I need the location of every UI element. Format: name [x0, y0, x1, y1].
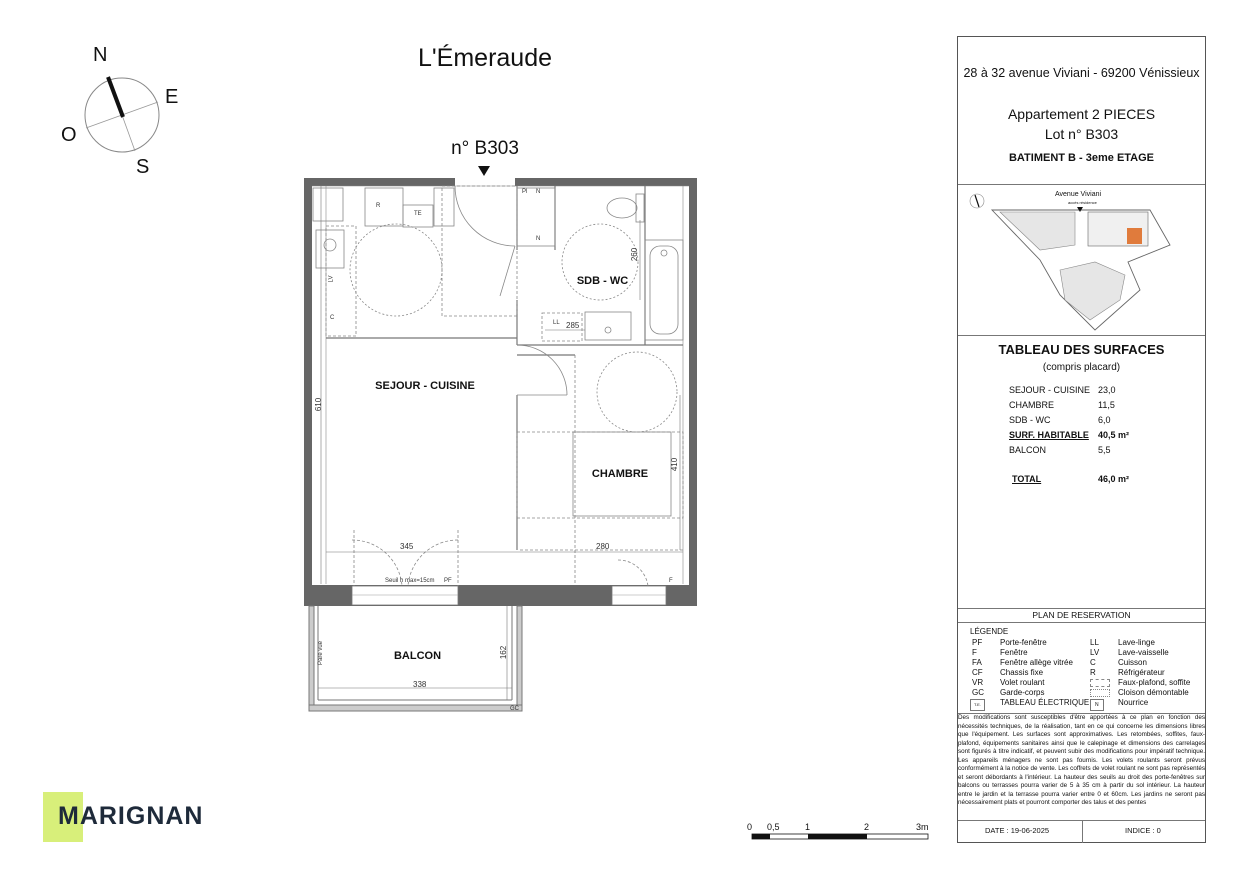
- legend-text: Faux-plafond, soffite: [1118, 678, 1191, 687]
- legend-code: VR: [972, 678, 984, 687]
- compass-west: O: [61, 124, 77, 146]
- apartment-line2: Lot n° B303: [1044, 126, 1119, 142]
- apartment-walls: [304, 178, 697, 606]
- dimension-260: 260: [630, 247, 640, 262]
- dimension-345: 345: [400, 542, 414, 551]
- mark-te: TE: [414, 211, 422, 217]
- dimension-285: 285: [566, 321, 580, 330]
- legend-code: LL: [1090, 638, 1099, 647]
- project-title: L'Émeraude: [417, 44, 553, 72]
- total-value: 46,0 m²: [1098, 474, 1130, 484]
- surface-habitable-value: 40,5 m²: [1098, 430, 1130, 440]
- compass-icon: [85, 77, 159, 152]
- brand-logo-text: MARIGNAN: [58, 802, 204, 830]
- surfaces-table-subtitle: (compris placard): [1042, 362, 1121, 373]
- entrance-arrow-icon: [478, 166, 490, 176]
- apartment-line1: Appartement 2 PIECES: [1007, 106, 1156, 122]
- legend-code: CF: [972, 668, 983, 677]
- dimension-338: 338: [413, 680, 427, 689]
- mark-n1: N: [536, 189, 541, 195]
- address: 28 à 32 avenue Viviani - 69200 Vénissieux: [963, 66, 1200, 80]
- legend-code: C: [1090, 658, 1096, 667]
- interior-partitions: [326, 186, 683, 550]
- legend-text: Nourrice: [1118, 698, 1149, 707]
- mark-ll: LL: [553, 320, 560, 326]
- legend-text: Volet roulant: [1000, 678, 1045, 687]
- mark-lv: LV: [328, 275, 335, 283]
- surface-value: 11,5: [1098, 400, 1115, 410]
- legend-code: PF: [972, 638, 983, 647]
- mark-r: R: [376, 203, 381, 209]
- compass-east: E: [165, 86, 179, 108]
- map-street-label: Avenue Viviani: [1055, 191, 1102, 198]
- compass-north: N: [93, 44, 108, 66]
- surfaces-table-title: TABLEAU DES SURFACES: [998, 342, 1165, 357]
- apartment-type: [957, 104, 1206, 144]
- legend-code: GC: [972, 688, 984, 697]
- scale-label: 0,5: [767, 822, 780, 832]
- room-balcon: BALCON: [393, 650, 442, 662]
- surface-label: SEJOUR - CUISINE: [1009, 385, 1091, 395]
- legend-title: LÉGENDE: [970, 627, 1009, 636]
- mark-seuil: Seuil h max=15cm: [385, 578, 435, 584]
- mark-gc: GC: [510, 706, 519, 712]
- surface-value: 23,0: [1098, 385, 1116, 395]
- plan-date: DATE : 19-06-2025: [985, 826, 1050, 835]
- surface-label: BALCON: [1009, 445, 1047, 455]
- legend-text: Fenêtre allège vitrée: [1000, 658, 1073, 667]
- dimension-410: 410: [670, 457, 680, 472]
- scale-label: 0: [747, 822, 753, 832]
- total-label: TOTAL: [1012, 474, 1042, 484]
- dimension-280: 280: [596, 542, 610, 551]
- legend-code: FA: [972, 658, 982, 667]
- legal-notes: Des modifications sont susceptibles d'être apportées à ce plan en fonction des nécessités techniques, de la réalisation, tant en ce qui concerne les dimensions libres que l'équipement. Les surfaces sont approximatives. Les retombées, soffites, faux-plafond, équipements sanitaires ainsi que le calepinage et dimensions des carrelages sont figurés à titre indicatif, et peuvent subir des modifications pour impératif technique. Les appareils ménagers ne sont pas fournis. Les volets roulants seront prévus conformément à la notice de vente. Les coffrets de volet roulant ne sont pas représentés et seront débordants à l'intérieur. La hauteur des seuils au droit des porte-fenêtres sur balcons ou terrasses pourra varier de 5 à 35 cm à partir du sol intérieur. La hauteur entre le jardin et la terrasse pourra varier entre 0 et 60cm. Les jardins ne seront pas nécessairement plats et pourront comporter des talus et des pentes: [958, 714, 1205, 806]
- mark-pl: Pl: [522, 189, 528, 195]
- plan-reservation: PLAN DE RESERVATION: [1032, 610, 1131, 620]
- legend-text: Fenêtre: [1000, 648, 1028, 657]
- lot-label: n° B303: [451, 138, 519, 159]
- legend-text: Porte-fenêtre: [1000, 638, 1047, 647]
- legend-text: Chassis fixe: [1000, 668, 1044, 677]
- legend-code: R: [1090, 668, 1096, 677]
- legend-code: T.E.: [970, 699, 985, 711]
- faux-plafond-swatch-icon: [1090, 679, 1110, 687]
- legend-text: TABLEAU ÉLECTRIQUE: [1000, 698, 1090, 707]
- legend-text: Cloison démontable: [1118, 688, 1189, 697]
- scale-label: 3m: [916, 822, 929, 832]
- dimension-lines: [318, 186, 683, 700]
- map-access-label: accès résidence: [1068, 200, 1097, 205]
- surface-value: 5,5: [1098, 445, 1111, 455]
- compass-south: S: [136, 156, 150, 178]
- room-sejour-cuisine: SEJOUR - CUISINE: [375, 380, 475, 392]
- room-sdb-wc: SDB - WC: [576, 275, 629, 287]
- legend-text: Cuisson: [1118, 658, 1147, 667]
- scale-label: 2: [864, 822, 870, 832]
- mark-pare-vue: Pare vue: [318, 640, 325, 666]
- scale-bar: [752, 834, 928, 839]
- legend-code: N: [1090, 699, 1104, 711]
- mark-c: C: [330, 315, 335, 321]
- legend-text: Lave-linge: [1118, 638, 1155, 647]
- legend-code: F: [972, 648, 977, 657]
- scale-label: 1: [805, 822, 811, 832]
- mark-n2: N: [536, 236, 541, 242]
- cloison-swatch-icon: [1090, 689, 1110, 697]
- surface-habitable-label: SURF. HABITABLE: [1009, 430, 1089, 440]
- surface-value: 6,0: [1098, 415, 1111, 425]
- legend-text: Garde-corps: [1000, 688, 1045, 697]
- surface-label: CHAMBRE: [1009, 400, 1055, 410]
- mark-f: F: [669, 578, 673, 584]
- surface-label: SDB - WC: [1009, 415, 1051, 425]
- legend-text: Lave-vaisselle: [1118, 648, 1169, 657]
- building-floor: BATIMENT B - 3eme ETAGE: [1008, 152, 1155, 164]
- mark-pf: PF: [444, 578, 452, 584]
- legend-text: Réfrigérateur: [1118, 668, 1165, 677]
- legend-code: LV: [1090, 648, 1100, 657]
- room-chambre: CHAMBRE: [591, 468, 649, 480]
- dimension-610: 610: [314, 397, 324, 412]
- dimension-162: 162: [499, 645, 509, 660]
- plan-indice: INDICE : 0: [1125, 826, 1161, 835]
